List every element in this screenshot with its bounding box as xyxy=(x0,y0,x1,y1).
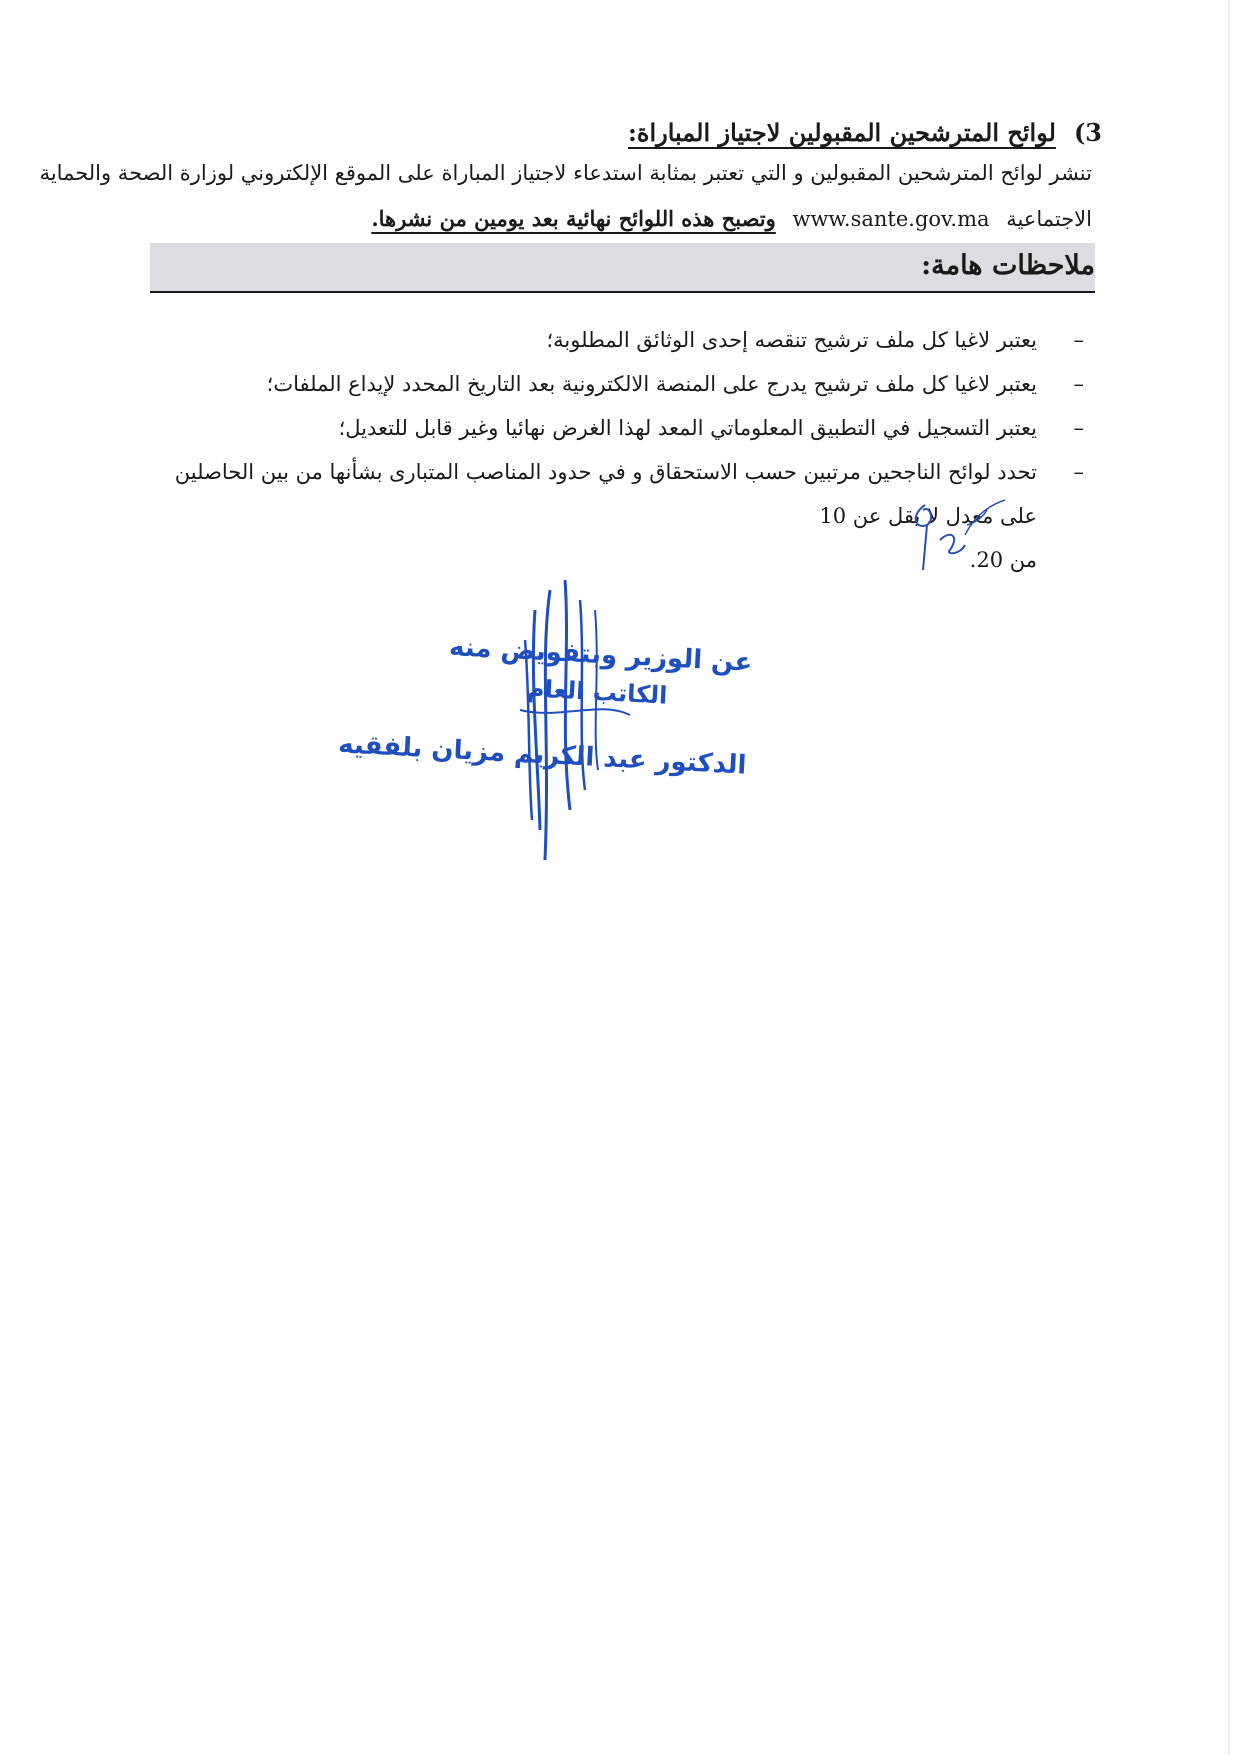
note-dash: – xyxy=(1073,328,1084,352)
paragraph-line-2-start: الاجتماعية xyxy=(1006,207,1092,231)
ministry-website-url: www.sante.gov.ma xyxy=(792,207,990,231)
note-text: يعتبر التسجيل في التطبيق المعلوماتي المعد لهذا الغرض نهائيا وغير قابل للتعديل؛ xyxy=(338,416,1037,440)
note-text-continuation: من 20. xyxy=(969,548,1037,572)
handwritten-initials xyxy=(905,495,1015,575)
scan-edge xyxy=(1228,0,1230,1755)
note-dash: – xyxy=(1073,460,1084,484)
stamp-line-3: الدكتور عبد الكريم مزيان بلفقيه xyxy=(337,729,748,781)
note-item xyxy=(150,406,1092,450)
note-text: تحدد لوائح الناجحين مرتبين حسب الاستحقاق و في حدود المناصب المتبارى بشأنها من بين الحاصلين على معدل لا يقل عن 10 xyxy=(174,460,1037,528)
signature-scribble xyxy=(400,580,760,870)
paragraph-line-2 xyxy=(150,196,1092,242)
publication-paragraph xyxy=(39,150,1092,242)
paragraph-line-1: تنشر لوائح المترشحين المقبولين و التي تعتبر بمثابة استدعاء لاجتياز المباراة على الموقع الإلكتروني لوزارة الصحة والحماية xyxy=(39,161,1092,185)
note-text: يعتبر لاغيا كل ملف ترشيح يدرج على المنصة الالكترونية بعد التاريخ المحدد لإيداع الملفات؛ xyxy=(266,372,1037,396)
section-title: لوائح المترشحين المقبولين لاجتياز المباراة: xyxy=(628,118,1056,147)
notes-title: ملاحظات هامة: xyxy=(921,250,1095,281)
section-heading xyxy=(628,118,1102,147)
note-dash: – xyxy=(1073,416,1084,440)
note-item xyxy=(150,318,1092,362)
note-dash: – xyxy=(1073,372,1084,396)
note-item xyxy=(150,362,1092,406)
paragraph-emphasis: وتصبح هذه اللوائح نهائية بعد يومين من نشرها. xyxy=(371,206,776,231)
stamp-line-1: عن الوزير وبتفويض منه xyxy=(447,632,753,678)
stamp-line-2: الكاتب العام xyxy=(525,674,668,710)
note-text: يعتبر لاغيا كل ملف ترشيح تنقصه إحدى الوثائق المطلوبة؛ xyxy=(546,328,1037,352)
section-number: 3) xyxy=(1073,118,1102,147)
